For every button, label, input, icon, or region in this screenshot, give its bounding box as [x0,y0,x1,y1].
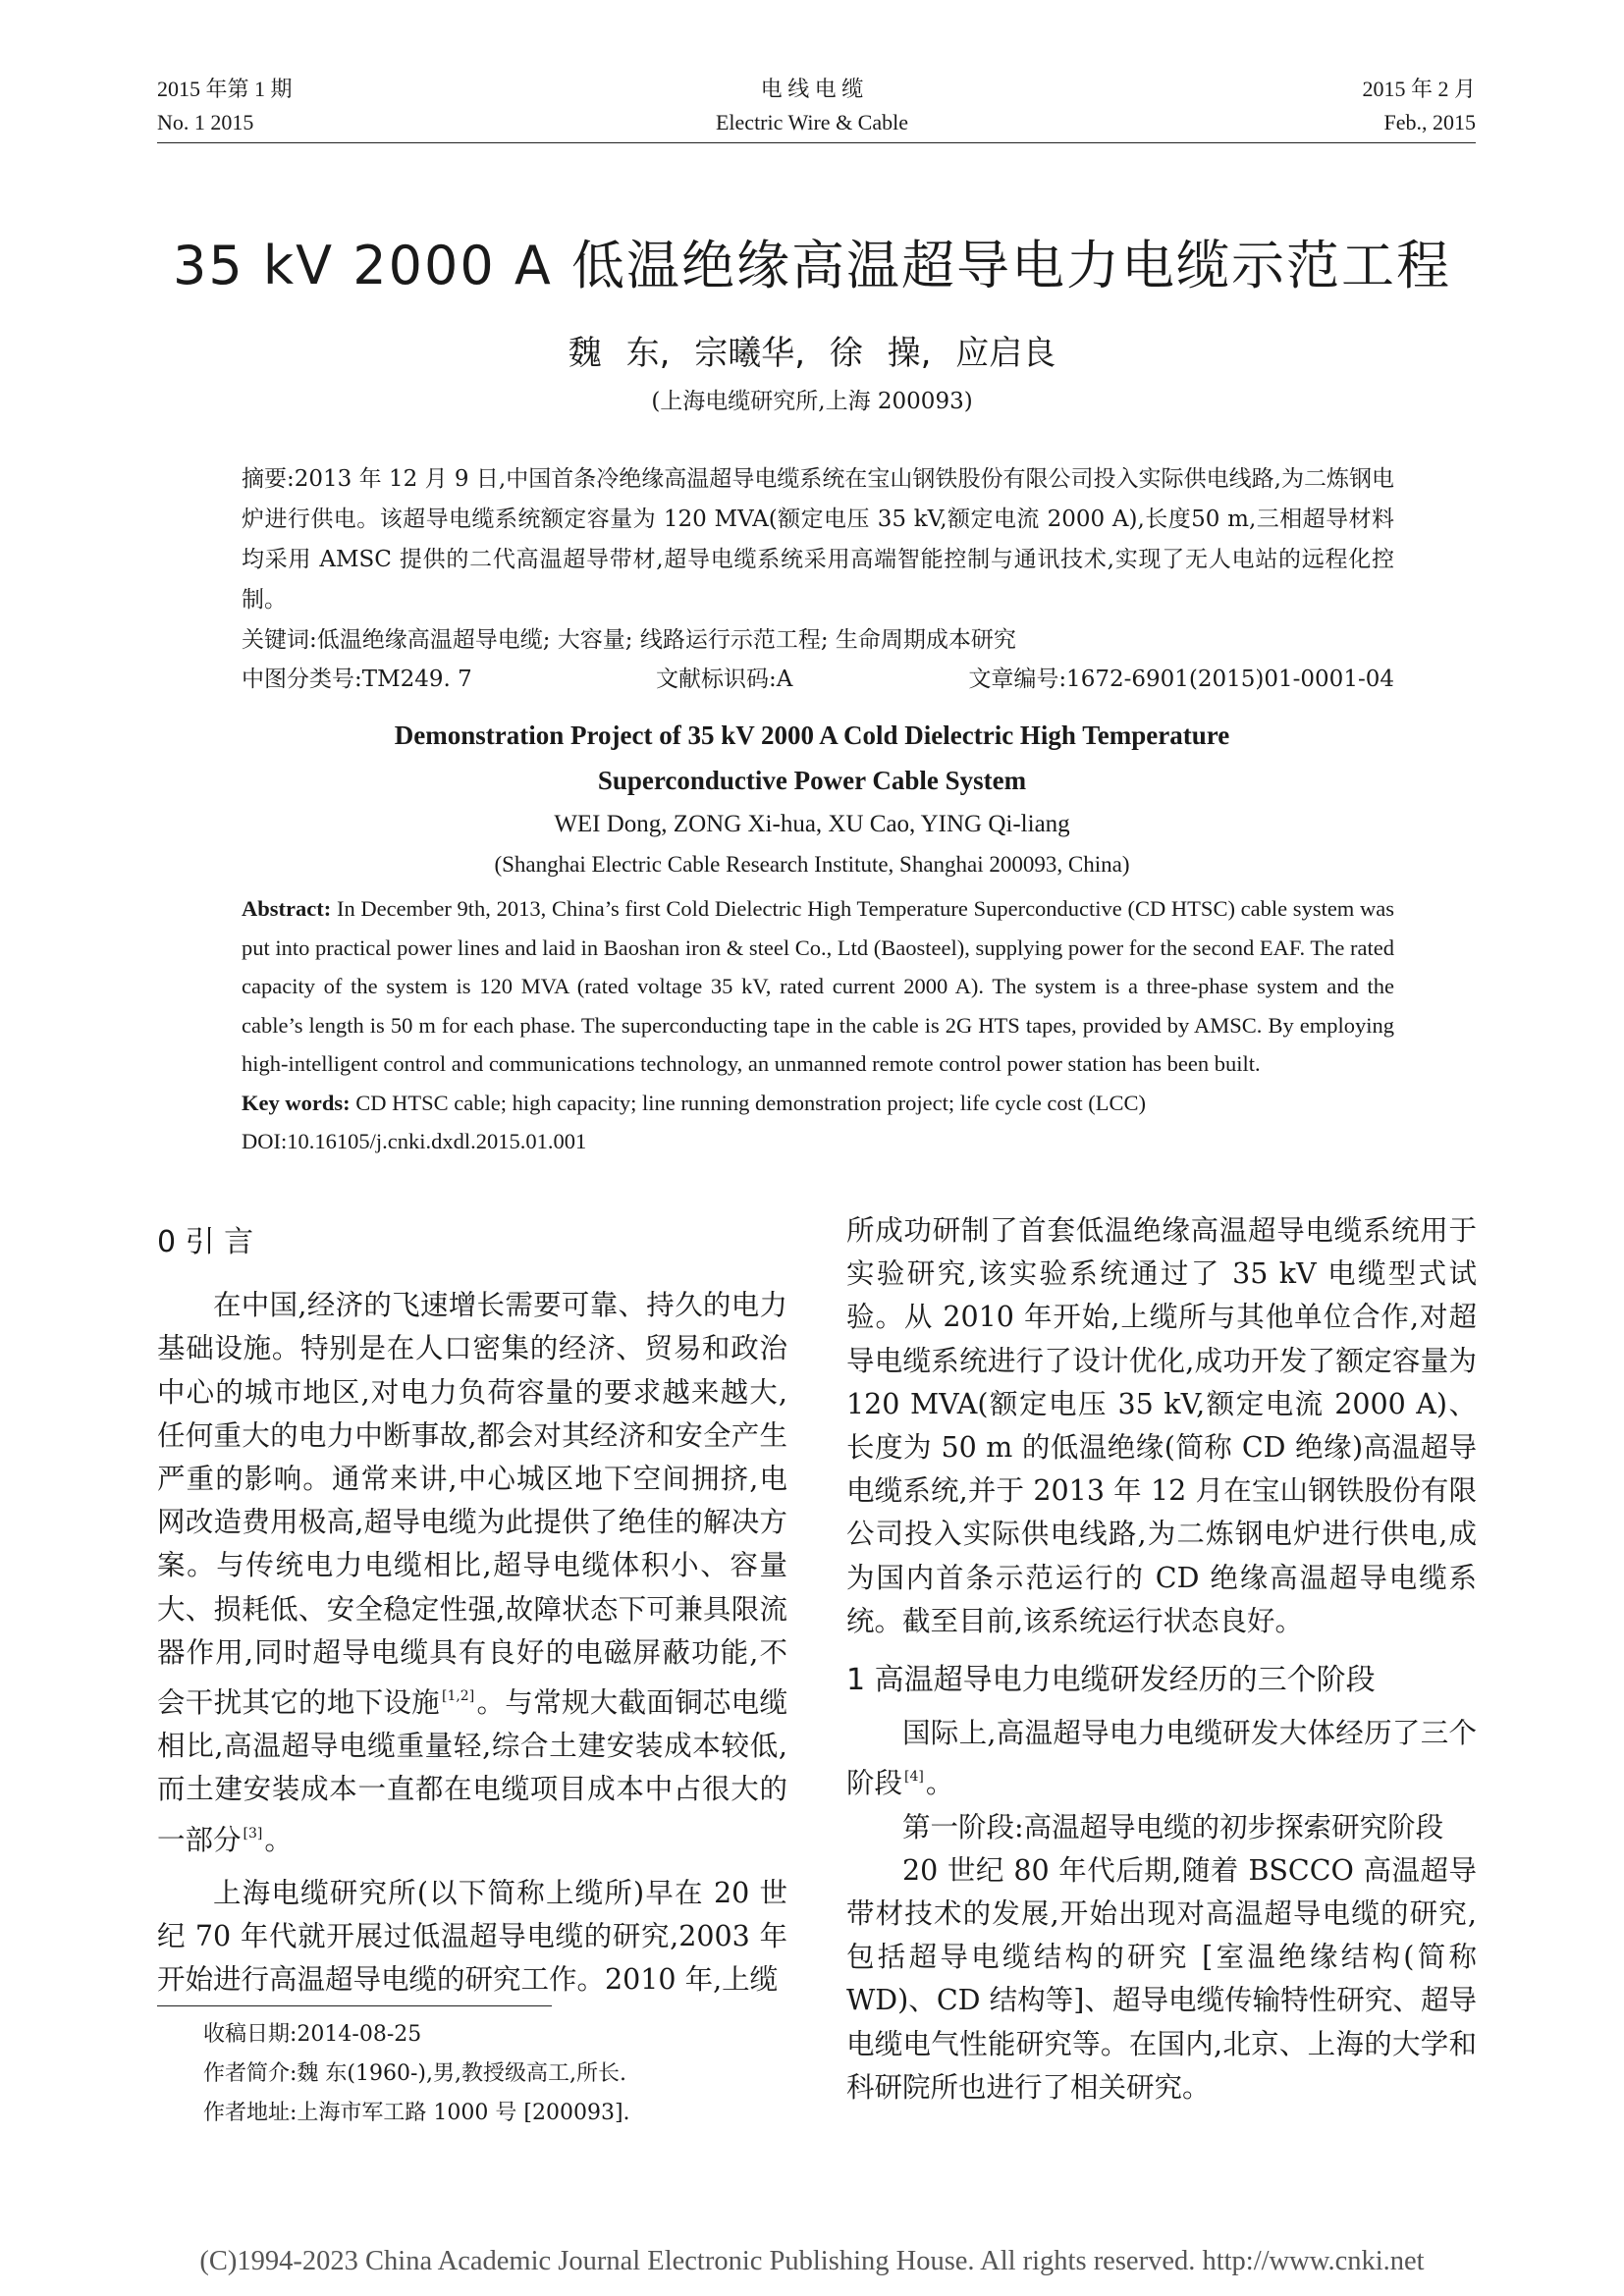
section-1-paragraph-1 [846,1712,1477,1805]
english-title-line1: Demonstration Project of 35 kV 2000 A Cold Dielectric High Temperature [394,721,1230,750]
header-issue-cn: 2015 年第 1 期 [157,77,293,101]
header-journal-cn: 电 线 电 缆 [760,77,864,101]
header-rule [157,142,1476,143]
section-0-heading: 0 引 言 [157,1225,254,1259]
keywords-cn-label: 关键词: [242,627,317,653]
section-1-heading: 1 高温超导电力电缆研发经历的三个阶段 [846,1663,1376,1698]
header-date-en: Feb., 2015 [1383,110,1476,134]
english-keywords-text: CD HTSC cable; high capacity; line running demonstration project; life cycle cost (LCC) [355,1090,1147,1115]
abstract-cn-label: 摘要: [242,466,295,492]
intro-p1-part-a: 在中国,经济的飞速增长需要可靠、持久的电力基础设施。特别是在人口密集的经济、贸易和政治中心的城市地区,对电力负荷容量的要求越来越大,任何重大的电力中断事故,都会对其经济和安全产生严重的影响。通常来讲,中心城区地下空间拥挤,电网改造费用极高,超导电缆为此提供了绝佳的解决方案。与传统电力电缆相比,超导电缆体积小、容量大、损耗低、安全稳定性强,故障状态下可兼具限流器作用,同时超导电缆具有良好的电磁屏蔽功能,不会干扰其它的地下设施 [157,1289,787,1720]
keywords-cn-text: 低温绝缘高温超导电缆; 大容量; 线路运行示范工程; 生命周期成本研究 [316,627,1016,653]
intro-paragraph-1 [157,1284,787,1862]
english-title-line2: Superconductive Power Cable System [597,766,1027,795]
footnote-received: 收稿日期:2014-08-25 [203,2022,422,2047]
citation-1-2: [1,2] [441,1688,475,1705]
header-date-cn: 2015 年 2 月 [1362,77,1476,101]
right-paragraph-1: 所成功研制了首套低温绝缘高温超导电缆系统用于实验研究,该实验系统通过了 35 kV 电缆型式试验。从 2010 年开始,上缆所与其他单位合作,对超导电缆系统进行了设计优化,成功开发了额定容量为 120 MVA(额定电压 35 kV,额定电流 2000 A)、长度为 50 m 的低温绝缘(简称 CD 绝缘)高温超导电缆系统,并于 2013 年 12 月在宝山钢铁股份有限公司投入实际供电线路,为二炼钢电炉进行供电,成为国内首条示范运行的 CD 绝缘高温超导电缆系统。截至目前,该系统运行状态良好。 [846,1214,1477,1637]
s1-p1-part-b: 。 [925,1767,954,1800]
footnote-address: 作者地址:上海市军工路 1000 号 [200093]. [203,2101,630,2125]
section-1-stage-1-heading: 第一阶段:高温超导电缆的初步探索研究阶段 [902,1810,1444,1843]
header-issue-en: No. 1 2015 [157,110,254,134]
document-code: 文献标识码:A [656,667,793,692]
english-abstract-label: Abstract: [242,896,332,921]
copyright-notice: (C)1994-2023 China Academic Journal Electronic Publishing House. All rights reserved. http://www.cnki.net [199,2246,1425,2276]
intro-paragraph-2: 上海电缆研究所(以下简称上缆所)早在 20 世纪 70 年代就开展过低温超导电缆的研究,2003 年开始进行高温超导电缆的研究工作。2010 年,上缆 [157,1876,787,1997]
english-abstract-text: In December 9th, 2013, China’s first Cold Dielectric High Temperature Superconductive (CD HTSC) cable system was put into practical power lines and laid in Baoshan iron & steel Co., Ltd (Baosteel), supplying power for the second EAF. The rated capacity of the system is 120 MVA (rated voltage 35 kV, rated current 2000 A). The system is a three-phase system and the cable’s length is 50 m for each phase. The superconducting tape in the cable is 2G HTS tapes, provided by AMSC. By employing high-intelligent control and communications technology, an unmanned remote control power station has been built. [242,896,1395,1076]
abstract-cn-text: 2013 年 12 月 9 日,中国首条冷绝缘高温超导电缆系统在宝山钢铁股份有限公司投入实际供电线路,为二炼钢电炉进行供电。该超导电缆系统额定容量为 120 MVA(额定电压 35 kV,额定电流 2000 A),长度50 m,三相超导材料均采用 AMSC 提供的二代高温超导带材,超导电缆系统采用高端智能控制与通讯技术,实现了无人电站的远程化控制。 [242,466,1394,613]
section-1-paragraph-2: 20 世纪 80 年代后期,随着 BSCCO 高温超导带材技术的发展,开始出现对高温超导电缆的研究,包括超导电缆结构的研究 [室温绝缘结构(简称 WD)、CD 结构等]、超导电缆传输特性研究、超导电缆电气性能研究等。在国内,北京、上海的大学和科研院所也进行了相关研究。 [846,1853,1477,2104]
author-list: 魏 东, 宗曦华, 徐 操, 应启良 [568,334,1056,373]
paper-title: 35 kV 2000 A 低温绝缘高温超导电力电缆示范工程 [173,235,1451,296]
article-number: 文章编号:1672-6901(2015)01-0001-04 [968,667,1394,692]
citation-4: [4] [904,1769,924,1786]
left-column [157,1221,787,2002]
keywords-cn [242,620,1394,661]
english-abstract [242,889,1394,1161]
doi: DOI:10.16105/j.cnki.dxdl.2015.01.001 [242,1129,587,1153]
citation-3: [3] [243,1825,263,1842]
footnote-rule [157,2005,552,2006]
s1-p1-part-a: 国际上,高温超导电力电缆研发大体经历了三个阶段 [846,1717,1477,1800]
header-journal-en: Electric Wire & Cable [715,110,908,134]
abstract-cn [242,459,1394,620]
english-affiliation: (Shanghai Electric Cable Research Institute, Shanghai 200093, China) [494,852,1130,877]
english-keywords-label: Key words: [242,1090,351,1115]
english-authors: WEI Dong, ZONG Xi-hua, XU Cao, YING Qi-liang [554,811,1070,837]
footnote-author-bio: 作者简介:魏 东(1960-),男,教授级高工,所长. [203,2061,626,2086]
clc-number: 中图分类号:TM249. 7 [242,667,472,692]
classification-row [242,660,1394,700]
intro-p1-part-b: 。与常规大截面铜芯电缆相比,高温超导电缆重量轻,综合土建安装成本较低,而土建安装成本一直都在电缆项目成本中占很大的一部分 [157,1686,787,1856]
affiliation: (上海电缆研究所,上海 200093) [651,389,973,414]
right-column [846,1209,1477,2109]
intro-p1-part-c: 。 [264,1823,293,1856]
